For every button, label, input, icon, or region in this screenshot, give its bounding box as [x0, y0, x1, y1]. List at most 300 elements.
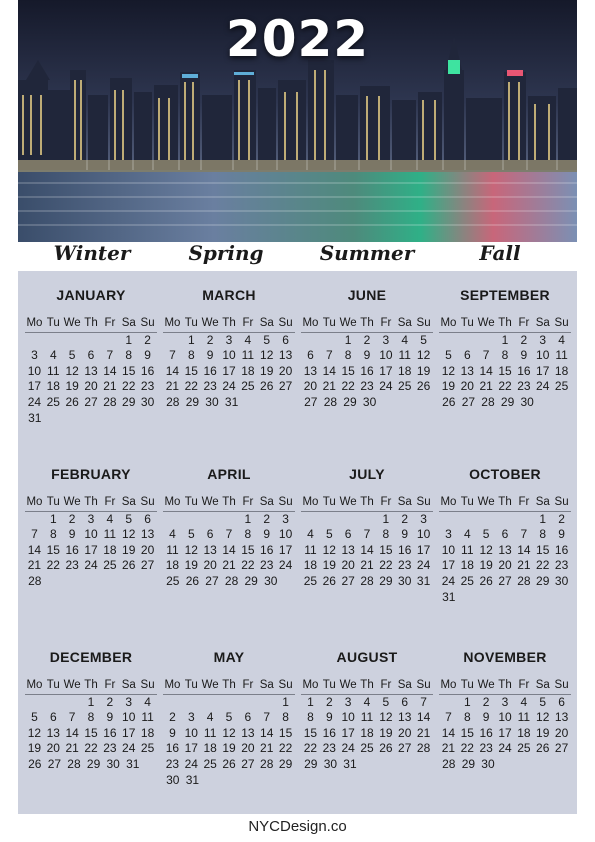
day-cell: 20	[341, 558, 355, 573]
day-cell: 11	[555, 348, 568, 363]
weekday-label: We	[477, 679, 495, 691]
day-cell: 8	[187, 348, 195, 363]
month-name: SEPTEMBER	[460, 287, 550, 303]
day-cell: 14	[322, 363, 336, 378]
day-cell: 17	[278, 542, 293, 557]
week-row	[301, 395, 433, 411]
day-cell: 2	[144, 332, 151, 347]
day-cell: 4	[401, 332, 409, 347]
day-cell: 20	[46, 741, 60, 756]
week-row	[439, 379, 571, 395]
day-cell: 10	[441, 542, 456, 557]
day-cell: 6	[144, 511, 151, 526]
day-cell: 4	[206, 710, 214, 725]
day-cell: 1	[49, 511, 57, 526]
day-cell: 20	[241, 741, 255, 756]
weekday-label: Th	[360, 679, 374, 691]
day-cell: 31	[28, 410, 42, 425]
weekday-label: Su	[278, 317, 293, 329]
day-cell: 6	[49, 710, 57, 725]
day-cell: 29	[122, 394, 136, 409]
seasons-row	[18, 241, 577, 271]
day-cell: 9	[144, 348, 151, 363]
day-cell: 19	[322, 558, 336, 573]
day-cell: 3	[501, 694, 509, 709]
week-row	[439, 395, 571, 411]
empty-cell	[458, 333, 477, 349]
weekday-label: Sa	[121, 496, 136, 508]
empty-cell	[301, 512, 320, 528]
day-cell: 23	[360, 379, 374, 394]
day-cell: 21	[517, 558, 531, 573]
day-cell: 15	[303, 725, 318, 740]
weekday-label: Th	[498, 496, 512, 508]
week-row	[439, 333, 571, 349]
day-cell: 8	[501, 348, 509, 363]
day-cell: 23	[203, 379, 217, 394]
calendar-panel	[18, 271, 577, 814]
weekday-label: Su	[554, 496, 569, 508]
empty-cell	[163, 695, 182, 711]
day-cell: 26	[185, 573, 200, 588]
weekday-label: Mo	[164, 679, 181, 691]
day-cell: 15	[379, 542, 393, 557]
day-cell: 11	[203, 725, 217, 740]
day-cell: 3	[445, 527, 452, 542]
weekday-header	[163, 678, 295, 695]
day-cell: 22	[536, 558, 550, 573]
month-november	[439, 648, 571, 773]
day-cell: 21	[165, 379, 180, 394]
month-july	[301, 465, 433, 590]
weekday-label: Su	[278, 496, 293, 508]
weekday-label: Fr	[104, 496, 116, 508]
day-cell: 12	[122, 527, 136, 542]
day-cell: 12	[479, 542, 493, 557]
day-cell: 17	[498, 725, 512, 740]
day-cell: 23	[554, 558, 569, 573]
day-cell: 25	[140, 741, 155, 756]
weekday-label: Mo	[164, 317, 181, 329]
empty-cell	[100, 333, 119, 349]
weekday-label: Tu	[184, 679, 198, 691]
week-row	[301, 741, 433, 757]
day-cell: 21	[260, 741, 274, 756]
empty-cell	[477, 333, 496, 349]
day-cell: 2	[206, 332, 214, 347]
day-cell: 28	[442, 756, 456, 771]
week-row	[439, 364, 571, 380]
day-cell: 12	[441, 363, 456, 378]
day-cell: 9	[106, 710, 114, 725]
calendar-year: 2022	[225, 10, 370, 68]
day-cell: 9	[558, 527, 565, 542]
day-cell: 14	[103, 363, 117, 378]
day-cell: 26	[122, 558, 136, 573]
day-cell: 15	[84, 725, 98, 740]
day-cell: 12	[379, 710, 393, 725]
day-cell: 2	[520, 332, 528, 347]
day-cell: 22	[122, 379, 136, 394]
day-cell: 27	[47, 756, 62, 771]
day-cell: 19	[441, 379, 456, 394]
day-cell: 11	[304, 542, 317, 557]
day-cell: 27	[140, 558, 155, 573]
weekday-label: We	[201, 679, 219, 691]
day-cell: 4	[144, 694, 151, 709]
day-cell: 22	[278, 741, 293, 756]
day-cell: 6	[206, 527, 214, 542]
week-row	[439, 757, 571, 773]
day-cell: 16	[554, 542, 569, 557]
day-cell: 28	[28, 573, 42, 588]
day-cell: 5	[325, 527, 333, 542]
day-cell: 16	[260, 542, 274, 557]
week-row	[163, 710, 295, 726]
weekday-label: Tu	[46, 317, 60, 329]
day-cell: 30	[554, 573, 569, 588]
weekday-label: Sa	[535, 496, 550, 508]
month-may	[163, 648, 295, 788]
day-cell: 10	[184, 725, 198, 740]
day-cell: 30	[264, 573, 278, 588]
weekday-label: Th	[498, 679, 512, 691]
weekday-label: Th	[360, 496, 374, 508]
day-cell: 25	[554, 379, 569, 394]
day-cell: 5	[187, 527, 195, 542]
weekday-label: Th	[498, 317, 512, 329]
day-cell: 28	[260, 756, 274, 771]
weekday-header	[163, 495, 295, 512]
day-cell: 19	[416, 363, 431, 378]
day-cell: 29	[461, 756, 476, 771]
day-cell: 9	[401, 527, 409, 542]
day-cell: 7	[263, 710, 271, 725]
day-cell: 3	[539, 332, 547, 347]
day-cell: 3	[225, 332, 233, 347]
month-september	[439, 286, 571, 411]
weekday-label: Th	[84, 679, 98, 691]
day-cell: 9	[363, 348, 371, 363]
day-cell: 7	[420, 694, 427, 709]
day-cell: 25	[103, 558, 117, 573]
day-cell: 24	[122, 741, 136, 756]
day-cell: 24	[441, 573, 456, 588]
weekday-label: Su	[416, 317, 431, 329]
week-row	[439, 558, 571, 574]
day-cell: 25	[460, 573, 474, 588]
day-cell: 31	[224, 394, 239, 409]
weekday-label: Tu	[184, 317, 198, 329]
day-cell: 26	[536, 741, 550, 756]
day-cell: 26	[479, 573, 493, 588]
day-cell: 15	[498, 363, 512, 378]
month-february	[25, 465, 157, 590]
day-cell: 3	[382, 332, 390, 347]
day-cell: 25	[203, 756, 217, 771]
day-cell: 13	[398, 710, 412, 725]
day-cell: 23	[65, 558, 79, 573]
day-cell: 20	[140, 542, 155, 557]
day-cell: 7	[68, 710, 76, 725]
day-cell: 29	[278, 756, 293, 771]
day-cell: 28	[360, 573, 374, 588]
season-fall: Fall	[479, 241, 521, 265]
footer-credit: NYCDesign.co	[248, 818, 347, 835]
weekday-label: Tu	[46, 496, 60, 508]
weekday-label: Sa	[397, 496, 412, 508]
day-cell: 20	[278, 363, 293, 378]
day-cell: 9	[169, 725, 176, 740]
weekday-label: Mo	[440, 679, 457, 691]
day-cell: 9	[206, 348, 214, 363]
empty-cell	[238, 695, 257, 711]
day-cell: 15	[536, 542, 550, 557]
day-cell: 4	[244, 332, 252, 347]
day-cell: 11	[241, 348, 255, 363]
empty-cell	[439, 695, 458, 711]
empty-cell	[44, 333, 63, 349]
week-row	[163, 364, 295, 380]
empty-cell	[201, 512, 220, 528]
weekday-label: We	[63, 496, 81, 508]
day-cell: 8	[87, 710, 95, 725]
day-cell: 13	[46, 725, 60, 740]
week-row	[301, 512, 433, 528]
week-row	[25, 558, 157, 574]
week-row	[439, 726, 571, 742]
day-cell: 28	[481, 394, 495, 409]
day-cell: 5	[263, 332, 271, 347]
week-row	[25, 757, 157, 773]
day-cell: 25	[241, 379, 255, 394]
month-april	[163, 465, 295, 590]
day-cell: 12	[27, 725, 42, 740]
day-cell: 14	[517, 542, 531, 557]
day-cell: 26	[65, 394, 79, 409]
week-row	[439, 574, 571, 590]
day-cell: 21	[360, 558, 374, 573]
day-cell: 4	[106, 511, 114, 526]
day-cell: 15	[241, 542, 255, 557]
day-cell: 8	[344, 348, 352, 363]
month-name: JULY	[349, 466, 385, 482]
week-row	[301, 379, 433, 395]
day-cell: 26	[222, 756, 236, 771]
empty-cell	[44, 695, 63, 711]
month-october	[439, 465, 571, 605]
month-name: NOVEMBER	[463, 649, 547, 665]
day-cell: 31	[343, 756, 357, 771]
weekday-label: Tu	[460, 679, 474, 691]
day-cell: 17	[27, 379, 42, 394]
day-cell: 31	[416, 573, 431, 588]
day-cell: 27	[398, 741, 412, 756]
day-cell: 5	[31, 710, 38, 725]
day-cell: 11	[461, 542, 474, 557]
weekday-label: Tu	[46, 679, 60, 691]
day-cell: 9	[68, 527, 76, 542]
day-cell: 24	[379, 379, 393, 394]
day-cell: 17	[84, 542, 98, 557]
day-cell: 21	[441, 741, 456, 756]
day-cell: 13	[303, 363, 318, 378]
day-cell: 24	[184, 756, 198, 771]
week-row	[163, 512, 295, 528]
day-cell: 11	[141, 710, 154, 725]
empty-cell	[182, 695, 201, 711]
week-row	[301, 726, 433, 742]
day-cell: 31	[185, 772, 200, 787]
day-cell: 24	[278, 558, 293, 573]
weekday-label: We	[339, 317, 357, 329]
day-cell: 27	[554, 741, 569, 756]
day-cell: 29	[500, 394, 515, 409]
day-cell: 16	[398, 542, 412, 557]
day-cell: 7	[445, 710, 452, 725]
day-cell: 29	[244, 573, 258, 588]
day-cell: 18	[241, 363, 255, 378]
day-cell: 20	[84, 379, 98, 394]
day-cell: 2	[68, 511, 76, 526]
weekday-label: Tu	[460, 496, 474, 508]
day-cell: 2	[263, 511, 271, 526]
week-row	[163, 574, 295, 590]
weekday-label: We	[477, 496, 495, 508]
day-cell: 1	[463, 694, 471, 709]
empty-cell	[82, 333, 101, 349]
day-cell: 2	[363, 332, 371, 347]
day-cell: 29	[304, 756, 318, 771]
day-cell: 10	[536, 348, 550, 363]
day-cell: 18	[360, 725, 374, 740]
weekday-label: Th	[222, 496, 236, 508]
day-cell: 1	[87, 694, 95, 709]
day-cell: 14	[165, 363, 180, 378]
empty-cell	[25, 695, 44, 711]
day-cell: 22	[460, 741, 474, 756]
empty-cell	[182, 512, 201, 528]
empty-cell	[514, 512, 533, 528]
day-cell: 5	[125, 511, 133, 526]
weekday-header	[439, 495, 571, 512]
day-cell: 26	[416, 379, 431, 394]
day-cell: 24	[27, 394, 42, 409]
day-cell: 1	[282, 694, 289, 709]
day-cell: 28	[166, 394, 180, 409]
week-row	[301, 757, 433, 773]
day-cell: 11	[360, 710, 374, 725]
day-cell: 16	[65, 542, 79, 557]
weekday-label: Fr	[518, 679, 530, 691]
day-cell: 21	[27, 558, 42, 573]
week-row	[439, 348, 571, 364]
day-cell: 11	[47, 363, 60, 378]
day-cell: 29	[536, 573, 550, 588]
weekday-label: Fr	[242, 679, 254, 691]
day-cell: 16	[322, 725, 336, 740]
day-cell: 12	[260, 348, 274, 363]
day-cell: 7	[106, 348, 114, 363]
day-cell: 11	[517, 710, 531, 725]
day-cell: 18	[517, 725, 531, 740]
weekday-label: Th	[222, 317, 236, 329]
day-cell: 26	[28, 756, 42, 771]
day-cell: 11	[398, 348, 411, 363]
week-row	[439, 590, 571, 606]
day-cell: 22	[303, 741, 318, 756]
day-cell: 13	[241, 725, 255, 740]
day-cell: 17	[536, 363, 550, 378]
weekday-label: Su	[278, 679, 293, 691]
day-cell: 29	[343, 394, 357, 409]
day-cell: 8	[539, 527, 547, 542]
day-cell: 17	[184, 741, 198, 756]
day-cell: 14	[441, 725, 456, 740]
day-cell: 23	[260, 558, 274, 573]
day-cell: 6	[87, 348, 95, 363]
week-row	[25, 726, 157, 742]
week-row	[439, 512, 571, 528]
empty-cell	[301, 333, 320, 349]
day-cell: 10	[341, 710, 355, 725]
day-cell: 21	[416, 725, 431, 740]
day-cell: 10	[416, 527, 431, 542]
weekday-label: Fr	[518, 317, 530, 329]
week-row	[439, 741, 571, 757]
day-cell: 12	[536, 710, 550, 725]
day-cell: 2	[106, 694, 114, 709]
day-cell: 5	[539, 694, 547, 709]
week-row	[163, 726, 295, 742]
day-cell: 11	[103, 527, 117, 542]
week-row	[301, 333, 433, 349]
day-cell: 17	[416, 542, 431, 557]
weekday-label: We	[201, 496, 219, 508]
empty-cell	[220, 512, 239, 528]
day-cell: 25	[360, 741, 374, 756]
day-cell: 10	[379, 348, 393, 363]
day-cell: 17	[379, 363, 393, 378]
day-cell: 27	[461, 394, 476, 409]
day-cell: 26	[322, 573, 336, 588]
weekday-label: Mo	[26, 317, 43, 329]
day-cell: 25	[46, 394, 60, 409]
day-cell: 16	[517, 363, 531, 378]
day-cell: 1	[187, 332, 195, 347]
weekday-label: Tu	[460, 317, 474, 329]
empty-cell	[477, 512, 496, 528]
empty-cell	[358, 512, 377, 528]
day-cell: 25	[517, 741, 531, 756]
week-row	[301, 527, 433, 543]
day-cell: 1	[501, 332, 509, 347]
day-cell: 16	[203, 363, 217, 378]
day-cell: 6	[501, 527, 509, 542]
day-cell: 16	[479, 725, 493, 740]
weekday-label: Su	[416, 679, 431, 691]
day-cell: 28	[416, 741, 431, 756]
day-cell: 24	[341, 741, 355, 756]
day-cell: 5	[482, 527, 490, 542]
week-row	[163, 395, 295, 411]
day-cell: 3	[282, 511, 289, 526]
day-cell: 17	[122, 725, 136, 740]
day-cell: 30	[362, 394, 377, 409]
day-cell: 7	[363, 527, 371, 542]
day-cell: 16	[140, 363, 155, 378]
day-cell: 6	[463, 348, 471, 363]
